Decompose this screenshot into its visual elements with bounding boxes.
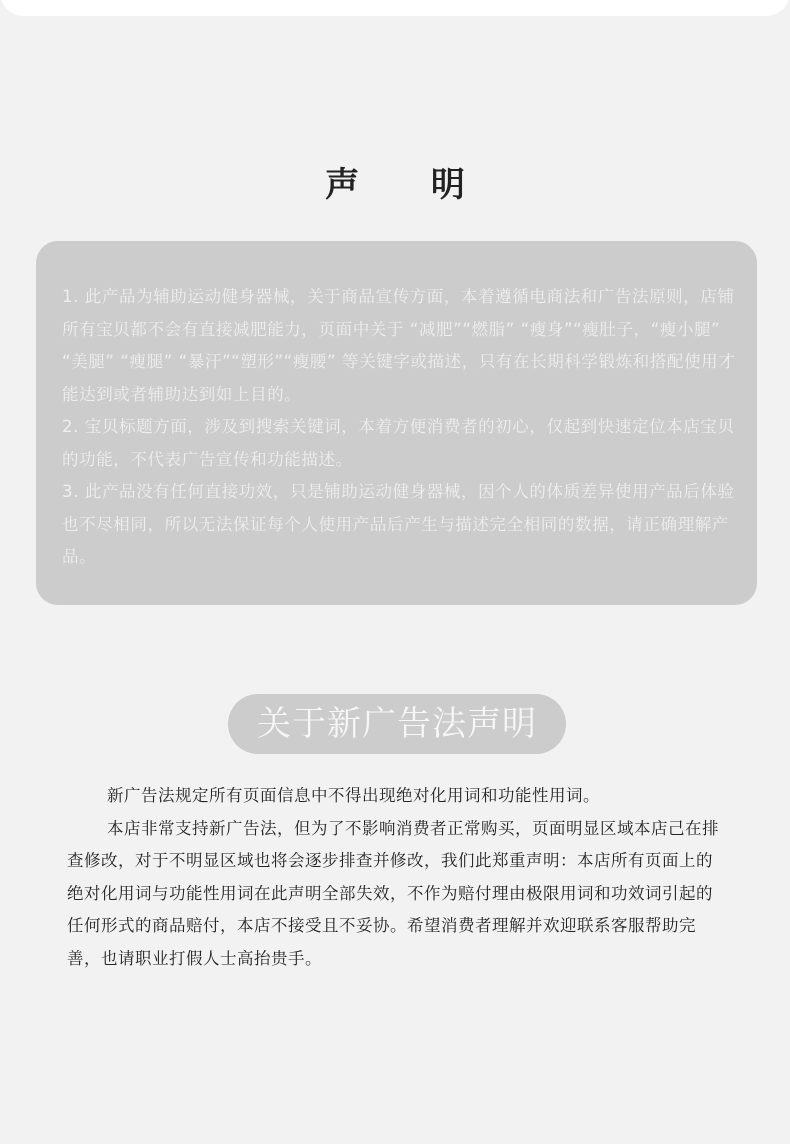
page-title: 声 明 [325,165,495,205]
disclaimer-box [36,241,757,605]
disclaimer-item-2: 2. 宝贝标题方面，涉及到搜索关键词，本着方便消费者的初心，仅起到快速定位本店宝贝的功能，不代表广告宣传和功能描述。 [62,417,735,469]
disclaimer-item-3: 3. 此产品没有任何直接功效，只是铺助运动健身器械，因个人的体质差异使用产品后体验也不尽相同，所以无法保证每个人使用产品后产生与描述完全相同的数据，请正确理解产品。 [62,482,735,566]
notice-paragraph-2: 本店非常支持新广告法，但为了不影响消费者正常购买，页面明显区域本店己在排查修改，对于不明显区域也将会逐步排查并修改，我们此郑重声明：本店所有页面上的绝对化用词与功能性用词在此声明全部失效，不作为赔付理由极限用词和功效词引起的任何形式的商品赔付，本店不接受且不妥协。希望消费者理解并欢迎联系客服帮助完善，也请职业打假人士高抬贵手。 [67,818,719,968]
top-card [0,0,790,16]
section-heading-badge: 关于新广告法声明 [228,694,566,754]
disclaimer-item-1: 1. 此产品为辅助运动健身器械，关于商品宣传方面，本着遵循电商法和广告法原则，店铺所有宝贝都不会有直接减肥能力，页面中关于 “减肥”“燃脂” “瘦身”“瘦肚子，“瘦小腿” “美腿” “瘦腿” “暴汗”“塑形”“瘦腰” 等关键字或描述，只有在长期科学锻炼和搭配使用才能达到或者辅助达到如上目的。 [62,287,736,404]
notice-paragraph-1: 新广告法规定所有页面信息中不得出现绝对化用词和功能性用词。 [107,786,600,805]
ad-law-notice [67,780,727,975]
